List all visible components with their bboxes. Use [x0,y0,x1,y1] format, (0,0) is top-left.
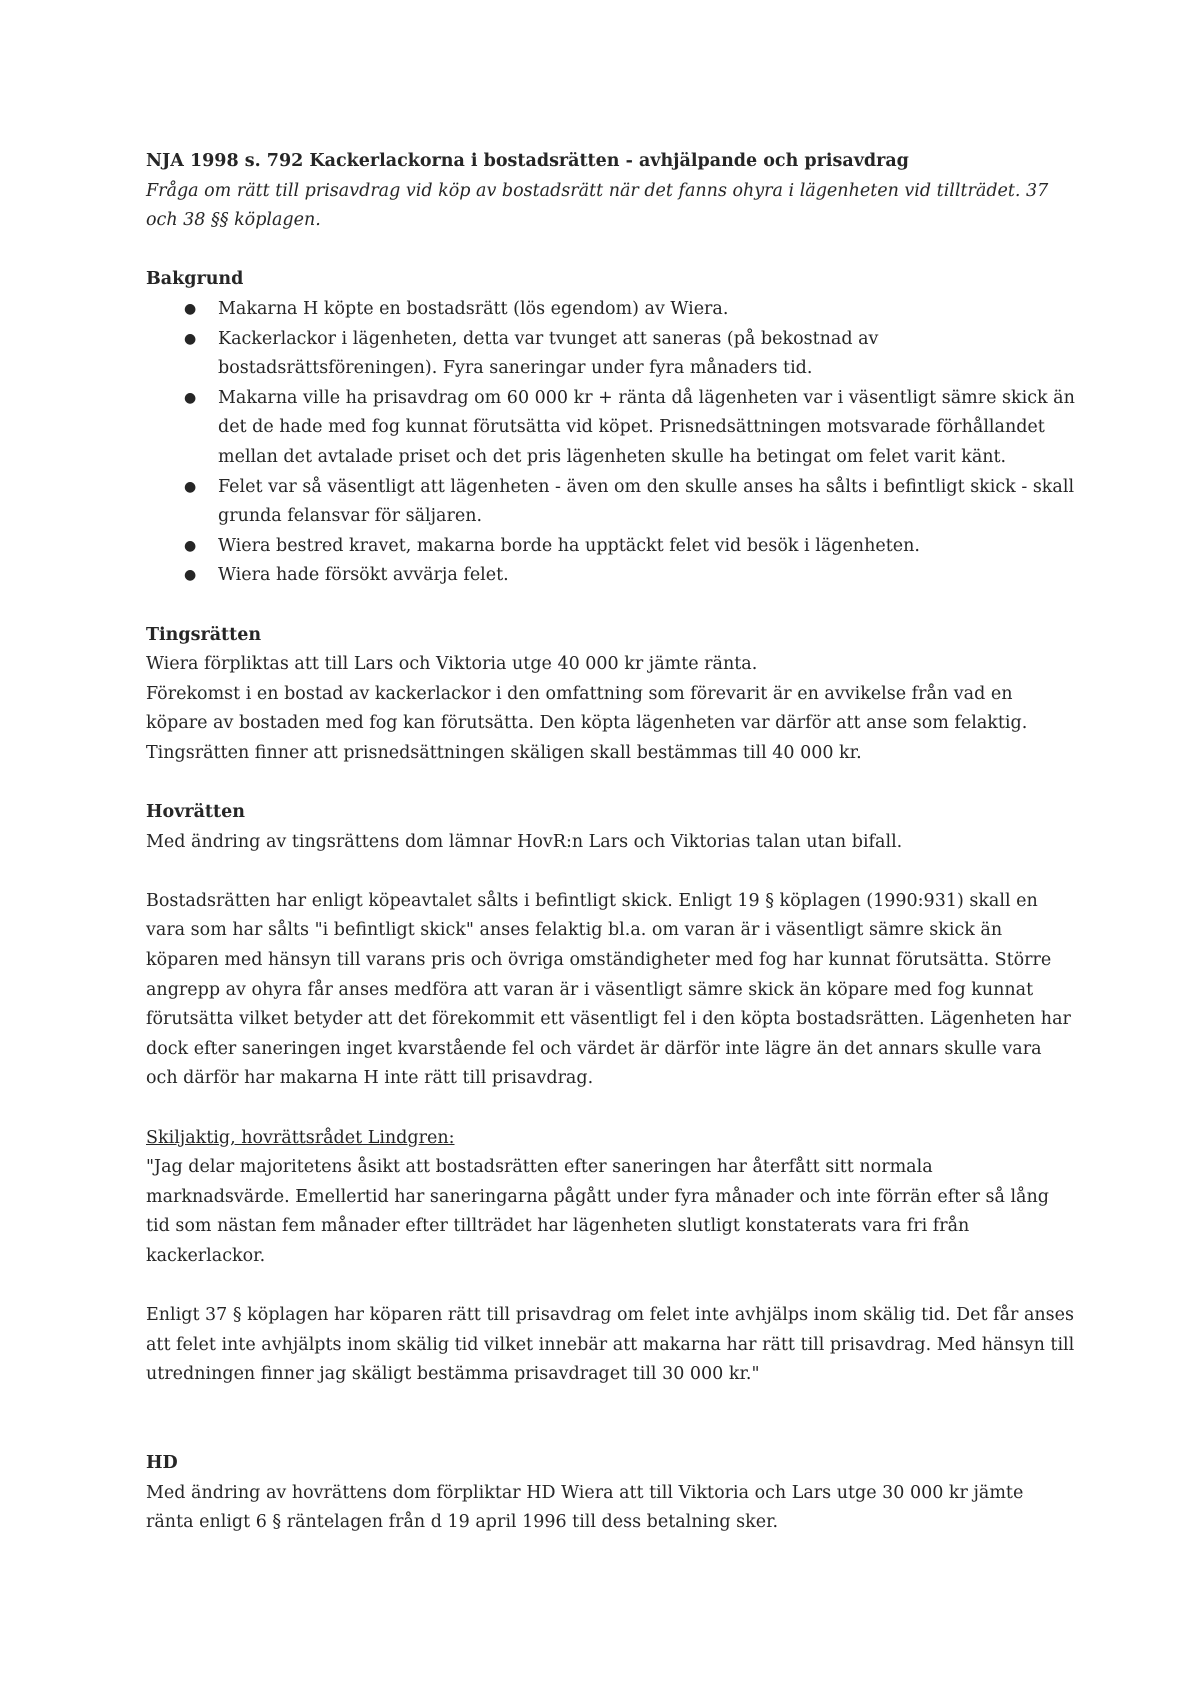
list-item [146,532,1076,562]
list-item-text: Wiera bestred kravet, makarna borde ha upptäckt felet vid besök i lägenheten. [218,535,920,556]
hovratten-ruling: Med ändring av tingsrättens dom lämnar HovR:n Lars och Viktorias talan utan bifall. [146,831,903,852]
document-subtitle: Fråga om rätt till prisavdrag vid köp av bostadsrätt när det fanns ohyra i lägenheten vid tillträdet. 37 och 38 §§ köplagen. [146,180,1049,231]
dissent-heading: Skiljaktig, hovrättsrådet Lindgren: [146,1127,455,1148]
spacer [146,591,1076,621]
list-item-text: Makarna ville ha prisavdrag om 60 000 kr + ränta då lägenheten var i väsentligt sämre skick än det de hade med fog kunnat förutsätta vid köpet. Prisnedsättningen motsvarade förhållandet mellan det avtalade priset och det pris lägenheten skulle ha betingat om felet varit känt. [218,387,1075,467]
spacer [146,1272,1076,1302]
hd-paragraph: Med ändring av hovrättens dom förpliktar HD Wiera att till Viktoria och Lars utge 30 000 kr jämte ränta enligt 6 § räntelagen från d 19 april 1996 till dess betalning sker. [146,1482,1024,1533]
bullet-icon: ● [184,537,197,554]
bakgrund-list [146,295,1076,591]
list-item [146,561,1076,591]
hovratten-paragraph: Bostadsrätten har enligt köpeavtalet sålts i befintligt skick. Enligt 19 § köplagen (1990:931) skall en vara som har sålts "i befintligt skick" anses felaktig bl.a. om varan är i väsentligt sämre skick än köparen med hänsyn till varans pris och övriga omständigheter med fog har kunnat förutsätta. Större angrepp av ohyra får anses medföra att varan är i väsentligt sämre skick än köpare med fog kunnat förutsätta vilket betyder att det förekommit ett väsentligt fel i den köpta bostadsrätten. Lägenheten har dock efter saneringen inget kvarstående fel och värdet är därför inte lägre än det annars skulle vara och därför har makarna H inte rätt till prisavdrag. [146,890,1071,1089]
section-heading-hd: HD [146,1452,178,1473]
bullet-icon: ● [184,567,197,584]
list-item-text: Kackerlackor i lägenheten, detta var tvunget att saneras (på bekostnad av bostadsrättsföreningen). Fyra saneringar under fyra månaders tid. [218,328,879,379]
list-item [146,295,1076,325]
section-heading-bakgrund: Bakgrund [146,269,244,290]
spacer [146,857,1076,887]
spacer [146,768,1076,798]
list-item-text: Makarna H köpte en bostadsrätt (lös egendom) av Wiera. [218,298,729,319]
dissent-paragraph-1: "Jag delar majoritetens åsikt att bostadsrätten efter saneringen har återfått sitt normala marknadsvärde. Emellertid har saneringarna pågått under fyra månader och inte förrän efter så lång tid som nästan fem månader efter tillträdet har lägenheten slutligt konstaterats vara fri från kackerlackor. [146,1157,1049,1266]
document-page [146,147,1076,1538]
spacer [146,1094,1076,1124]
list-item [146,325,1076,384]
list-item-text: Wiera hade försökt avvärja felet. [218,565,509,586]
dissent-paragraph-2: Enligt 37 § köplagen har köparen rätt till prisavdrag om felet inte avhjälps inom skälig tid. Det får anses att felet inte avhjälpts inom skälig tid vilket innebär att makarna har rätt till prisavdrag. Med hänsyn till utredningen finner jag skäligt bestämma prisavdraget till 30 000 kr." [146,1305,1075,1385]
bullet-icon: ● [184,300,197,317]
spacer [146,1390,1076,1449]
section-heading-hovratten: Hovrätten [146,802,245,823]
bullet-icon: ● [184,330,197,347]
tingsratten-paragraph: Förekomst i en bostad av kackerlackor i den omfattning som förevarit är en avvikelse från vad en köpare av bostaden med fog kan förutsätta. Den köpta lägenheten var därför att anse som felaktig. Tingsrätten finner att prisnedsättningen skäligen skall bestämmas till 40 000 kr. [146,683,1028,763]
document-title: NJA 1998 s. 792 Kackerlackorna i bostadsrätten - avhjälpande och prisavdrag [146,151,909,171]
list-item [146,384,1076,473]
tingsratten-ruling: Wiera förpliktas att till Lars och Viktoria utge 40 000 kr jämte ränta. [146,654,758,675]
spacer [146,236,1076,266]
bullet-icon: ● [184,478,197,495]
section-heading-tingsratten: Tingsrätten [146,624,262,645]
list-item-text: Felet var så väsentligt att lägenheten - även om den skulle anses ha sålts i befintligt skick - skall grunda felansvar för säljaren. [218,476,1075,527]
bullet-icon: ● [184,389,197,406]
list-item [146,473,1076,532]
